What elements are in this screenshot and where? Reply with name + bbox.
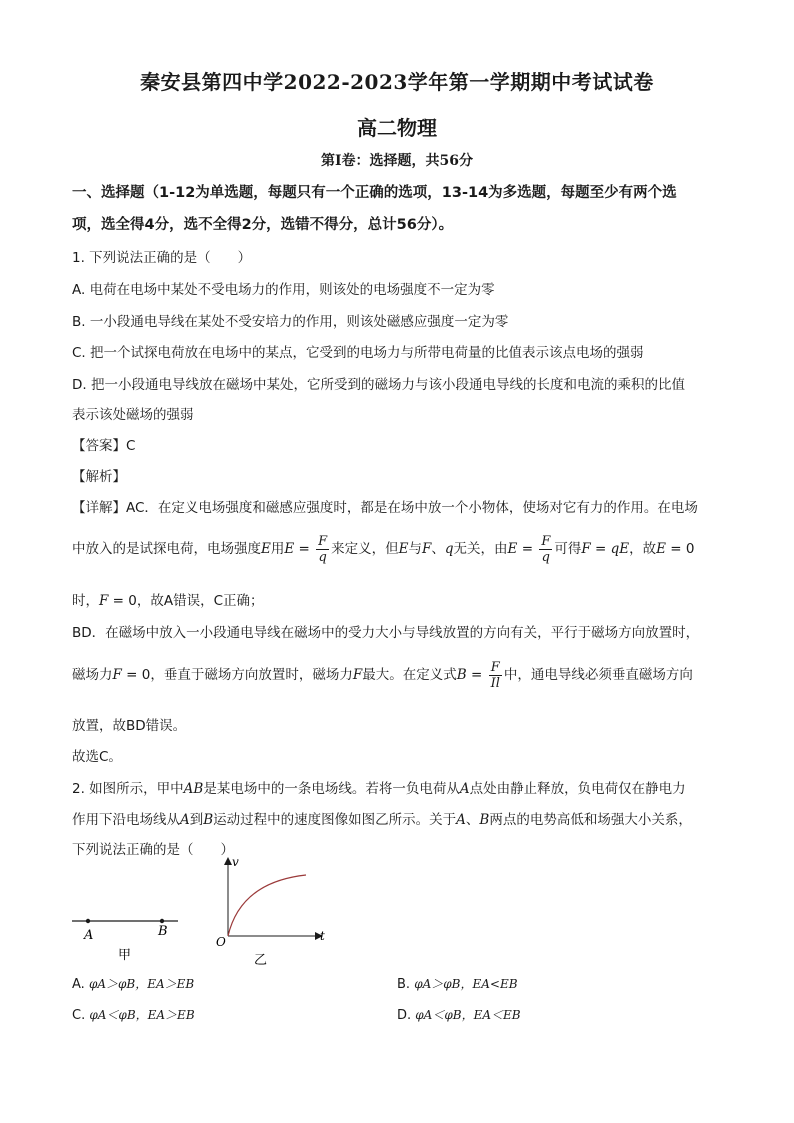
- q1-answer: [72, 434, 135, 454]
- axis-v-label: v: [232, 855, 239, 869]
- point-b-dot: [160, 919, 164, 923]
- q1-detail-line2: 中放入的是试探电荷，电场强度E用E = $\frac{F}{q}$ 来定义，但E与F、q无关，由E = $\frac{F}{q}$ 可得F = qE，故E = 0: [72, 533, 695, 565]
- q1-stem: 1. 下列说法正确的是（ ）: [72, 250, 252, 266]
- q2-stem-line3: 下列说法正确的是（ ）: [72, 842, 234, 858]
- point-a-dot: [86, 919, 90, 923]
- answer-label: 【答案】: [72, 438, 126, 454]
- q1-option-c: C. 把一个试探电荷放在电场中的某点，它受到的电场力与所带电荷量的比值表示该点电场的强弱: [72, 345, 644, 361]
- figure-yi-caption: 乙: [254, 953, 268, 968]
- velocity-curve: [228, 875, 306, 936]
- q1-option-b: B. 一小段通电导线在某处不受安培力的作用，则该处磁感应强度一定为零: [72, 314, 509, 330]
- point-a-label: A: [84, 928, 94, 943]
- section-instructions-line1: 一、选择题（1-12为单选题，每题只有一个正确的选项，13-14为多选题，每题至少有两个选: [72, 185, 677, 201]
- q1-detail-line1: 【详解】AC．在定义电场强度和磁感应强度时，都是在场中放一个小物体，使场对它有力的作用。在电场: [72, 500, 698, 516]
- q1-option-d-line2: 表示该处磁场的强弱: [72, 407, 194, 423]
- exam-title: 秦安县第四中学2022-2023学年第一学期期中考试试卷: [140, 70, 654, 94]
- q1-detail-line4: BD．在磁场中放入一小段通电导线在磁场中的受力大小与导线放置的方向有关，平行于磁场方向放置时，: [72, 625, 700, 641]
- part-title: 第Ⅰ卷：选择题，共56分: [320, 153, 474, 169]
- figure-jia-field-line: [70, 905, 185, 965]
- section-instructions-line2: 项，选全得4分，选不全得2分，选错不得分，总计56分）。: [72, 217, 454, 233]
- q1-analysis-label: 【解析】: [72, 469, 126, 485]
- q2-option-c: C. φA＜φB，EA＞EB: [72, 1008, 195, 1023]
- q1-option-d-line1: D. 把一小段通电导线放在磁场中某处，它所受到的磁场力与该小段通电导线的长度和电流的乘积的比值: [72, 377, 685, 393]
- figure-jia-caption: 甲: [118, 948, 132, 963]
- q2-stem-line1: 2. 如图所示，甲中AB是某电场中的一条电场线。若将一负电荷从A点处由静止释放，负电荷仅在静电力: [72, 781, 686, 797]
- subject-title: 高二物理: [357, 116, 437, 140]
- origin-label: O: [216, 935, 226, 949]
- q1-detail-line3: 时，F = 0，故A错误，C正确；: [72, 593, 264, 609]
- fraction-f-over-q-2: $\frac{F}{q}$: [541, 533, 551, 565]
- q2-option-b: B. φA＞φB，EA<EB: [397, 977, 518, 992]
- q2-option-d: D. φA＜φB，EA＜EB: [397, 1008, 521, 1023]
- fraction-f-over-il: $\frac{F}{Il}$: [490, 659, 500, 691]
- fraction-f-over-q: $\frac{F}{q}$: [318, 533, 328, 565]
- q1-detail-line6: 放置，故BD错误。: [72, 718, 187, 734]
- point-b-label: B: [158, 924, 168, 939]
- q2-stem-line2: 作用下沿电场线从A到B运动过程中的速度图像如图乙所示。关于A、B两点的电势高低和场强大小关系，: [72, 812, 692, 828]
- q2-option-a: A. φA＞φB，EA＞EB: [72, 977, 195, 992]
- q1-detail-line5: 磁场力F = 0，垂直于磁场方向放置时，磁场力F最大。在定义式B = $\frac{F}{Il}$ 中，通电导线必须垂直磁场方向: [72, 659, 693, 691]
- axis-t-label: t: [320, 929, 325, 943]
- q1-option-a: A. 电荷在电场中某处不受电场力的作用，则该处的电场强度不一定为零: [72, 282, 495, 298]
- q1-conclusion: 故选C。: [72, 749, 122, 765]
- answer-value: C: [126, 438, 136, 454]
- figure-yi-velocity-graph: [210, 852, 335, 970]
